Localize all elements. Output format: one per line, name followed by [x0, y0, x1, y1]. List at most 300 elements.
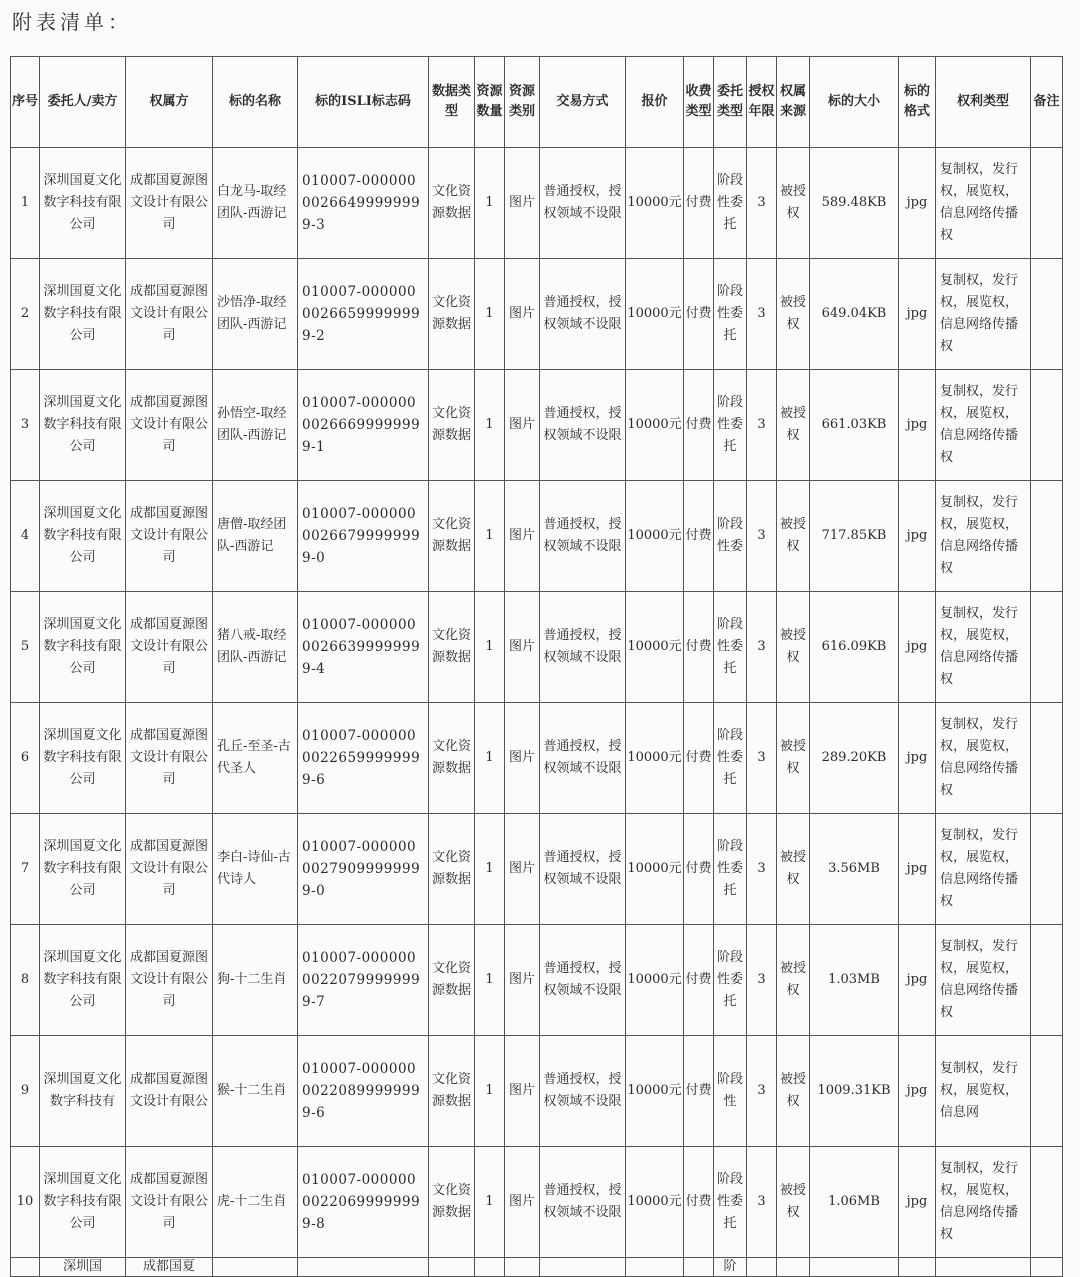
cell-text: jpg [906, 528, 928, 543]
cell-col-seq [11, 1036, 40, 1147]
cell-col-price [626, 148, 684, 259]
cell-col-data-type [429, 481, 475, 592]
cell-col-item-format [899, 703, 936, 814]
header-col-category [505, 57, 540, 148]
cell-text: 普通授权，授权领域不设限 [543, 850, 622, 887]
cell-col-item-format [899, 592, 936, 703]
cell-col-notes [1031, 703, 1063, 814]
cell-col-data-type [429, 1147, 475, 1258]
cell-col-seq [11, 370, 40, 481]
cell-col-ownership-source [777, 592, 810, 703]
cell-text: 阶段性委 [716, 517, 743, 554]
cell-text: 阶段性委托 [716, 284, 743, 343]
header-label: 资源类别 [508, 84, 535, 119]
table-row [11, 1036, 1063, 1147]
cell-col-data-type [429, 148, 475, 259]
cell-text: 10000元 [627, 861, 682, 876]
cell-text: jpg [906, 1194, 928, 1209]
cell-text: jpg [906, 306, 928, 321]
cell-col-rights-type [936, 925, 1031, 1036]
cell-text: jpg [906, 417, 928, 432]
cell-col-seller [40, 703, 126, 814]
cell-text: 1 [485, 972, 494, 987]
cell-text: 复制权，发行权，展览权，信息网络传播权 [940, 273, 1019, 354]
cell-text: 复制权，发行权，展览权，信息网络传播权 [940, 1161, 1019, 1242]
cell-col-data-type [429, 259, 475, 370]
cell-text: 图片 [508, 1083, 535, 1098]
cell-text: 文化资源数据 [431, 517, 471, 554]
cell-col-seq [11, 925, 40, 1036]
cell-col-qty [475, 925, 505, 1036]
cell-text: 深圳国夏文化数字科技有限公司 [43, 173, 122, 232]
cell-col-category [505, 481, 540, 592]
cell-col-item-size [810, 259, 899, 370]
cell-col-data-type [429, 703, 475, 814]
cell-col-notes [1031, 259, 1063, 370]
cell-text: 4 [20, 528, 30, 543]
table-row [11, 370, 1063, 481]
cell-text: 10000元 [627, 1194, 682, 1209]
cell-col-owner [126, 925, 213, 1036]
cell-col-price [626, 592, 684, 703]
cell-col-seq [11, 1258, 40, 1277]
cell-col-rights-type [936, 259, 1031, 370]
cell-col-data-type [429, 592, 475, 703]
cell-text: 6 [20, 750, 30, 765]
cell-text: 被授权 [779, 628, 806, 665]
cell-col-ownership-source [777, 814, 810, 925]
cell-col-price [626, 1147, 684, 1258]
header-label: 资源数量 [476, 84, 503, 119]
cell-col-seller [40, 814, 126, 925]
header-col-fee-type [684, 57, 714, 148]
cell-col-item-size [810, 592, 899, 703]
cell-col-commission-type [714, 1147, 747, 1258]
cell-col-trade-method [540, 370, 626, 481]
cell-col-item-name [213, 925, 298, 1036]
cell-text: jpg [906, 639, 928, 654]
cell-text: 7 [20, 861, 30, 876]
cell-col-seq [11, 592, 40, 703]
cell-text: 李白-诗仙-古代诗人 [217, 850, 291, 887]
cell-col-fee-type [684, 1147, 714, 1258]
cell-col-rights-type [936, 481, 1031, 592]
cell-text: 成都国夏源图文设计有限公司 [129, 395, 208, 454]
cell-col-item-size [810, 1036, 899, 1147]
cell-text: 成都国夏源图文设计有限公司 [129, 506, 208, 565]
cell-text: 10000元 [627, 195, 682, 210]
header-col-seq [11, 57, 40, 148]
cell-text: 深圳国夏文化数字科技有限公司 [43, 284, 122, 343]
cell-text: 成都国夏源图文设计有限公司 [129, 728, 208, 787]
cell-text: 深圳国 [62, 1259, 102, 1274]
cell-text: 深圳国夏文化数字科技有限公司 [43, 506, 122, 565]
cell-text: 图片 [508, 972, 535, 987]
cell-text: 复制权，发行权，展览权，信息网 [940, 1061, 1019, 1120]
cell-col-isli [298, 148, 429, 259]
cell-col-commission-type [714, 148, 747, 259]
cell-text: 010007-00000000220799999999-7 [302, 950, 421, 1010]
cell-col-fee-type [684, 481, 714, 592]
cell-text: 深圳国夏文化数字科技有限公司 [43, 395, 122, 454]
cell-text: 付费 [685, 1194, 712, 1209]
cell-text: 1 [20, 195, 30, 210]
cell-col-license-years [747, 370, 777, 481]
cell-col-owner [126, 370, 213, 481]
cell-col-commission-type [714, 1258, 747, 1277]
cell-col-ownership-source [777, 925, 810, 1036]
header-col-isli [298, 57, 429, 148]
cell-text: jpg [906, 972, 928, 987]
cell-text: 289.20KB [821, 750, 887, 765]
cell-col-data-type [429, 370, 475, 481]
cell-text: 普通授权，授权领域不设限 [543, 406, 622, 443]
cell-col-seq [11, 814, 40, 925]
cell-text: 010007-00000000279099999999-0 [302, 839, 421, 899]
cell-col-price [626, 814, 684, 925]
cell-text: 文化资源数据 [431, 295, 471, 332]
cell-col-category [505, 703, 540, 814]
cell-text: 1 [485, 1194, 494, 1209]
table-row [11, 703, 1063, 814]
cell-text: 8 [20, 972, 30, 987]
header-label: 委托人/卖方 [47, 94, 118, 109]
cell-col-trade-method [540, 703, 626, 814]
cell-col-item-name [213, 703, 298, 814]
header-col-owner [126, 57, 213, 148]
cell-col-ownership-source [777, 259, 810, 370]
cell-col-item-format [899, 259, 936, 370]
cell-text: 文化资源数据 [431, 406, 471, 443]
cell-col-qty [475, 592, 505, 703]
cell-col-rights-type [936, 370, 1031, 481]
table-row-partial [11, 1258, 1063, 1277]
header-label: 授权年限 [748, 84, 775, 119]
cell-col-commission-type [714, 370, 747, 481]
cell-col-item-size [810, 481, 899, 592]
cell-text: 普通授权，授权领域不设限 [543, 1183, 622, 1220]
cell-text: 10000元 [627, 1083, 682, 1098]
cell-col-qty [475, 1258, 505, 1277]
header-label: 权属来源 [779, 84, 806, 119]
cell-col-trade-method [540, 592, 626, 703]
cell-text: 3.56MB [828, 861, 880, 876]
cell-text: 1 [485, 417, 494, 432]
cell-col-category [505, 1147, 540, 1258]
cell-text: 3 [757, 306, 766, 321]
cell-text: 图片 [508, 639, 535, 654]
cell-col-fee-type [684, 1258, 714, 1277]
cell-col-seller [40, 1036, 126, 1147]
cell-text: 010007-00000000266499999999-3 [302, 173, 421, 233]
cell-text: 阶段性委托 [716, 950, 743, 1009]
cell-col-isli [298, 1036, 429, 1147]
cell-text: 717.85KB [821, 528, 887, 543]
cell-col-qty [475, 1036, 505, 1147]
cell-col-item-size [810, 1147, 899, 1258]
page-title: 附表清单： [12, 10, 132, 34]
cell-text: 阶段性委托 [716, 728, 743, 787]
cell-col-item-name [213, 259, 298, 370]
cell-col-seq [11, 481, 40, 592]
cell-text: 被授权 [779, 739, 806, 776]
cell-text: 复制权，发行权，展览权，信息网络传播权 [940, 384, 1019, 465]
cell-col-rights-type [936, 1147, 1031, 1258]
cell-col-rights-type [936, 703, 1031, 814]
cell-col-qty [475, 370, 505, 481]
cell-col-item-name [213, 370, 298, 481]
cell-text: 9 [20, 1083, 30, 1098]
cell-col-ownership-source [777, 1147, 810, 1258]
cell-col-qty [475, 259, 505, 370]
cell-col-rights-type [936, 814, 1031, 925]
cell-text: 616.09KB [821, 639, 887, 654]
cell-col-notes [1031, 1036, 1063, 1147]
cell-text: 普通授权，授权领域不设限 [543, 1072, 622, 1109]
cell-text: 010007-00000000226599999999-6 [302, 728, 421, 788]
cell-col-seq [11, 1147, 40, 1258]
cell-col-license-years [747, 1258, 777, 1277]
cell-col-ownership-source [777, 481, 810, 592]
cell-text: 成都国夏源图文设计有限公司 [129, 617, 208, 676]
cell-col-ownership-source [777, 703, 810, 814]
cell-col-item-name [213, 592, 298, 703]
header-label: 权属方 [149, 94, 189, 109]
cell-col-item-format [899, 481, 936, 592]
cell-text: 猪八戒-取经团队-西游记 [217, 628, 287, 665]
cell-text: 文化资源数据 [431, 961, 471, 998]
cell-text: 3 [20, 417, 30, 432]
cell-col-item-size [810, 814, 899, 925]
cell-text: 深圳国夏文化数字科技有 [43, 1072, 122, 1109]
cell-text: 付费 [685, 750, 712, 765]
cell-text: 被授权 [779, 1072, 806, 1109]
header-label: 数据类型 [431, 84, 471, 119]
cell-col-item-size [810, 703, 899, 814]
cell-col-owner [126, 1036, 213, 1147]
cell-text: 被授权 [779, 184, 806, 221]
cell-text: 成都国夏源图文设计有限公司 [129, 284, 208, 343]
cell-col-data-type [429, 1258, 475, 1277]
cell-col-isli [298, 703, 429, 814]
header-col-item-format [899, 57, 936, 148]
cell-text: 图片 [508, 417, 535, 432]
cell-text: 1 [485, 306, 494, 321]
cell-text: jpg [906, 750, 928, 765]
cell-text: 深圳国夏文化数字科技有限公司 [43, 617, 122, 676]
cell-text: 10000元 [627, 639, 682, 654]
header-col-commission-type [714, 57, 747, 148]
cell-col-fee-type [684, 703, 714, 814]
cell-text: 付费 [685, 417, 712, 432]
cell-col-notes [1031, 814, 1063, 925]
cell-text: 复制权，发行权，展览权，信息网络传播权 [940, 495, 1019, 576]
header-col-item-size [810, 57, 899, 148]
cell-col-notes [1031, 481, 1063, 592]
cell-text: 10000元 [627, 417, 682, 432]
cell-col-seller [40, 148, 126, 259]
cell-text: 3 [757, 528, 766, 543]
cell-col-item-format [899, 148, 936, 259]
cell-text: 1 [485, 195, 494, 210]
cell-col-commission-type [714, 259, 747, 370]
cell-text: 普通授权，授权领域不设限 [543, 517, 622, 554]
cell-text: 10000元 [627, 750, 682, 765]
header-col-qty [475, 57, 505, 148]
header-label: 收费类型 [685, 84, 712, 119]
table-row [11, 1147, 1063, 1258]
cell-col-price [626, 1036, 684, 1147]
table-header-row [11, 57, 1063, 148]
cell-text: 成都国夏 [142, 1259, 195, 1274]
cell-col-owner [126, 1258, 213, 1277]
cell-col-fee-type [684, 148, 714, 259]
cell-col-license-years [747, 148, 777, 259]
cell-text: 图片 [508, 1194, 535, 1209]
cell-col-license-years [747, 703, 777, 814]
cell-text: 复制权，发行权，展览权，信息网络传播权 [940, 828, 1019, 909]
cell-text: 3 [757, 195, 766, 210]
cell-col-seq [11, 259, 40, 370]
cell-col-item-format [899, 1036, 936, 1147]
cell-text: 2 [20, 306, 30, 321]
cell-col-isli [298, 925, 429, 1036]
cell-text: jpg [906, 861, 928, 876]
cell-col-isli [298, 259, 429, 370]
cell-text: 3 [757, 1083, 766, 1098]
cell-text: jpg [906, 1083, 928, 1098]
cell-text: 普通授权，授权领域不设限 [543, 628, 622, 665]
cell-col-data-type [429, 925, 475, 1036]
cell-text: 被授权 [779, 850, 806, 887]
cell-col-owner [126, 814, 213, 925]
header-label: 备注 [1033, 94, 1060, 109]
cell-col-price [626, 259, 684, 370]
cell-text: 阶 [723, 1259, 737, 1274]
cell-col-category [505, 814, 540, 925]
table-row [11, 925, 1063, 1036]
cell-text: 狗-十二生肖 [217, 972, 287, 987]
cell-col-item-format [899, 1147, 936, 1258]
table-row [11, 481, 1063, 592]
cell-text: 被授权 [779, 406, 806, 443]
cell-col-owner [126, 703, 213, 814]
cell-col-ownership-source [777, 1036, 810, 1147]
cell-col-seller [40, 925, 126, 1036]
header-col-price [626, 57, 684, 148]
header-label: 标的名称 [228, 94, 281, 109]
cell-text: 付费 [685, 639, 712, 654]
cell-col-price [626, 925, 684, 1036]
cell-text: 图片 [508, 861, 535, 876]
header-col-rights-type [936, 57, 1031, 148]
cell-text: 付费 [685, 528, 712, 543]
cell-col-category [505, 925, 540, 1036]
cell-text: 成都国夏源图文设计有限公司 [129, 950, 208, 1009]
cell-col-price [626, 481, 684, 592]
cell-col-isli [298, 370, 429, 481]
cell-col-item-name [213, 481, 298, 592]
cell-text: 猴-十二生肖 [217, 1083, 287, 1098]
cell-col-item-size [810, 1258, 899, 1277]
cell-col-seller [40, 1147, 126, 1258]
cell-text: 1 [485, 528, 494, 543]
cell-col-owner [126, 481, 213, 592]
cell-text: 普通授权，授权领域不设限 [543, 961, 622, 998]
cell-text: 阶段性委托 [716, 839, 743, 898]
cell-col-seller [40, 592, 126, 703]
cell-text: 成都国夏源图文设计有限公司 [129, 1172, 208, 1231]
cell-text: 付费 [685, 972, 712, 987]
cell-col-commission-type [714, 481, 747, 592]
cell-col-category [505, 259, 540, 370]
cell-text: 文化资源数据 [431, 850, 471, 887]
cell-text: 复制权，发行权，展览权，信息网络传播权 [940, 606, 1019, 687]
cell-col-commission-type [714, 1036, 747, 1147]
cell-text: 010007-00000000220899999999-6 [302, 1061, 421, 1121]
cell-text: 虎-十二生肖 [217, 1194, 287, 1209]
cell-text: 阶段性委托 [716, 395, 743, 454]
cell-col-seq [11, 148, 40, 259]
cell-text: 3 [757, 861, 766, 876]
cell-text: 649.04KB [821, 306, 887, 321]
cell-col-commission-type [714, 592, 747, 703]
cell-col-owner [126, 592, 213, 703]
cell-text: 阶段性 [716, 1072, 743, 1109]
cell-col-fee-type [684, 592, 714, 703]
cell-col-commission-type [714, 925, 747, 1036]
cell-col-price [626, 370, 684, 481]
cell-col-isli [298, 1147, 429, 1258]
cell-col-item-size [810, 370, 899, 481]
cell-col-trade-method [540, 148, 626, 259]
cell-col-trade-method [540, 1258, 626, 1277]
cell-col-ownership-source [777, 1258, 810, 1277]
table-row [11, 592, 1063, 703]
cell-text: 成都国夏源图文设计有限公司 [129, 173, 208, 232]
cell-col-item-format [899, 925, 936, 1036]
table-row [11, 148, 1063, 259]
header-col-item-name [213, 57, 298, 148]
cell-text: 3 [757, 639, 766, 654]
cell-text: 白龙马-取经团队-西游记 [217, 184, 287, 221]
cell-text: 010007-00000000266799999999-0 [302, 506, 421, 566]
cell-text: 文化资源数据 [431, 184, 471, 221]
cell-col-trade-method [540, 259, 626, 370]
cell-text: 被授权 [779, 517, 806, 554]
cell-col-owner [126, 259, 213, 370]
cell-text: 图片 [508, 306, 535, 321]
header-col-notes [1031, 57, 1063, 148]
cell-col-isli [298, 592, 429, 703]
cell-text: 图片 [508, 195, 535, 210]
cell-col-category [505, 148, 540, 259]
cell-col-fee-type [684, 814, 714, 925]
header-col-data-type [429, 57, 475, 148]
cell-col-rights-type [936, 148, 1031, 259]
cell-col-commission-type [714, 814, 747, 925]
header-label: 报价 [641, 94, 668, 109]
cell-col-rights-type [936, 1036, 1031, 1147]
cell-col-isli [298, 814, 429, 925]
cell-col-license-years [747, 1147, 777, 1258]
cell-text: 深圳国夏文化数字科技有限公司 [43, 950, 122, 1009]
cell-col-qty [475, 481, 505, 592]
cell-text: 阶段性委托 [716, 173, 743, 232]
header-label: 标的ISLI标志码 [315, 94, 411, 109]
cell-col-notes [1031, 592, 1063, 703]
cell-col-seq [11, 703, 40, 814]
